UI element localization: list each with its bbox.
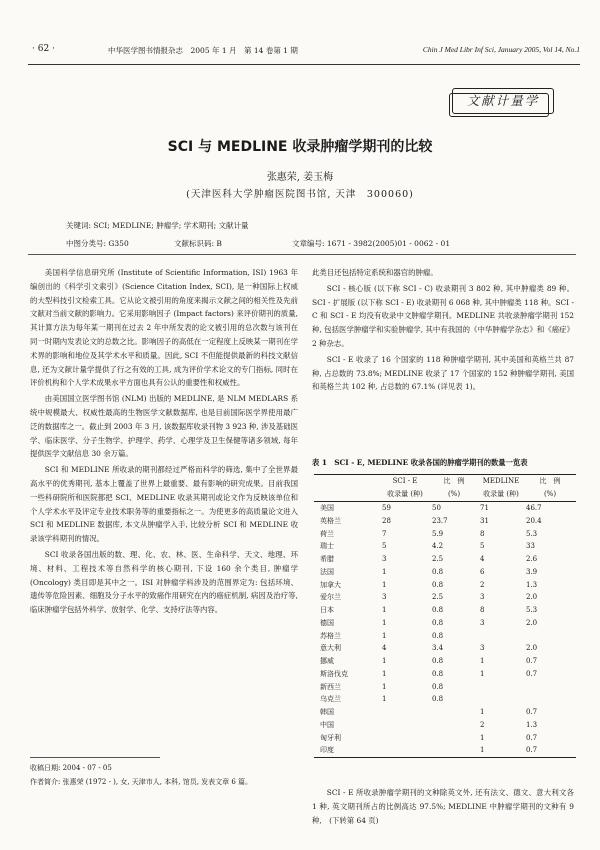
table-row	[314, 540, 576, 553]
table-row	[314, 681, 576, 694]
table-row	[314, 604, 576, 617]
table-cell	[430, 706, 478, 719]
paragraph: 此类目还包括特定系统和器官的肿瘤。	[312, 268, 438, 277]
table-header: 比 例	[430, 475, 478, 489]
table-cell: 挪威	[320, 657, 334, 665]
table-cell: 0.8	[432, 631, 444, 640]
table-cell: 5.3	[526, 606, 538, 614]
table-caption: 表 1 SCI - E, MEDLINE 收录各国的肿瘤学期刊的数量一览表	[312, 458, 528, 467]
table-cell: 2.5	[432, 555, 444, 563]
table-cell: 0.7	[526, 733, 538, 742]
table-cell: 苏格兰	[320, 631, 341, 640]
table-cell: 匈牙利	[320, 733, 341, 742]
table-cell: 3	[480, 618, 485, 627]
table-cell	[380, 732, 430, 745]
table-row	[314, 668, 576, 681]
page-number: · 62 ·	[32, 44, 55, 54]
keywords: 关键词: SCI; MEDLINE; 肿瘤学; 学术期刊; 文献计量	[66, 221, 249, 230]
table-cell: 2.0	[526, 593, 538, 602]
table-row	[314, 642, 576, 655]
table-row	[314, 502, 576, 515]
table-cell: 1	[382, 695, 387, 704]
table-cell: 1	[382, 631, 387, 640]
footnote-divider	[30, 757, 160, 758]
table-cell: 英格兰	[320, 516, 341, 525]
table-cell: 0.8	[432, 618, 444, 627]
table-cell: 4.2	[432, 542, 444, 551]
table-cell: 1	[480, 708, 485, 716]
table-cell: 2	[480, 720, 485, 729]
table-cell: 1	[382, 580, 387, 589]
table-cell: 5.3	[526, 529, 538, 538]
table-cell	[380, 719, 430, 732]
table-cell: 荷兰	[320, 529, 334, 538]
table-row	[314, 655, 576, 668]
table-cell: 1	[480, 669, 485, 678]
table-row	[314, 706, 576, 719]
table-header: MEDLINE	[478, 475, 524, 489]
table-header: (%)	[430, 488, 478, 502]
table-cell: 1	[382, 669, 387, 678]
table-cell: 1.3	[526, 580, 538, 589]
table-cell: 加拿大	[320, 580, 341, 589]
table-cell: 法国	[320, 567, 334, 576]
right-column	[312, 266, 574, 396]
table-header: 比 例	[524, 475, 576, 489]
table-cell: 50	[432, 504, 441, 512]
table-cell: 7	[382, 529, 387, 538]
table-row	[314, 553, 576, 566]
table-row	[314, 528, 576, 541]
table-cell: 5	[480, 542, 485, 551]
footnote-author: 作者简介: 张惠荣 (1972 - ), 女, 天津市人, 本科, 馆员, 发表文章 6 篇。	[30, 778, 253, 786]
paragraph: SCI - 核心版 (以下称 SCI - C) 收录期刊 3 802 种, 其中肿瘤类 89 种。SCI - 扩展版 (以下称 SCI - E) 收录期刊 6 068 种, 其中肿瘤类 118 种。SCI - C 和 SCI - E 均没有收录中文肿瘤学期刊。MEDLINE 共收录肿瘤学期刊 152 种, 包括医学肿瘤学和实验肿瘤学, 其中有我国的《中华肿瘤学杂志》和《癌症》2 种杂志。	[312, 283, 574, 348]
article-number: 文章编号: 1671 - 3982(2005)01 - 0062 - 01	[292, 239, 451, 248]
table-cell: 33	[526, 542, 535, 551]
table-row	[314, 744, 576, 757]
journal-count-table	[314, 474, 576, 758]
journal-name-cn: 中华医学图书情报杂志 2005 年 1 月 第 14 卷第 1 期	[108, 46, 298, 55]
table-cell: 爱尔兰	[320, 593, 341, 602]
table-cell: 0.7	[526, 657, 538, 665]
table-cell: 1	[480, 733, 485, 742]
table-cell: 3	[480, 644, 485, 653]
table-cell: 0.8	[432, 580, 444, 589]
table-cell	[430, 744, 478, 757]
table-cell: 4	[480, 555, 485, 563]
table-cell: 2.0	[526, 644, 538, 653]
table-row	[314, 732, 576, 745]
clc-number: 中图分类号: G350	[66, 239, 129, 248]
table-row	[314, 591, 576, 604]
table-cell: 5.9	[432, 529, 444, 538]
table-cell: 3.4	[432, 644, 444, 653]
table-row	[314, 693, 576, 706]
table-cell: 28	[382, 516, 391, 525]
table-header: 收录量 (种)	[478, 488, 524, 502]
table-cell: 斯洛伐克	[320, 669, 348, 678]
table-cell: 中国	[320, 720, 334, 729]
table-cell: 2.6	[526, 555, 538, 563]
table-cell: 2	[480, 580, 485, 589]
table-cell: 1	[382, 606, 387, 614]
table-cell: 德国	[320, 618, 334, 627]
table-cell: 意大利	[320, 644, 341, 653]
running-header	[28, 40, 580, 65]
table-cell: 23.7	[432, 516, 448, 525]
table-cell: 1.3	[526, 720, 538, 729]
table-cell: 2.0	[526, 618, 538, 627]
table-header: 收录量 (种)	[380, 488, 430, 502]
table-row	[314, 617, 576, 630]
table-cell: 1	[382, 657, 387, 665]
table-row	[314, 579, 576, 592]
table-cell: 1	[382, 618, 387, 627]
paragraph: SCI 收录各国出版的数、理、化、农、林、医、生命科学、天文、地理、环境、材料、工程技术等自然科学的核心期刊, 下设 160 余个类目, 肿瘤学 (Oncology) 类目即是其中之一。ISI 对肿瘤学科涉及的范围界定为: 包括环境、遗传等危险因素、细胞及分子水平的致癌作用研究在内的癌症机制, 病因及治疗等, 临床肿瘤学包括外科学、放射学、化学、支持疗法等内容。	[30, 549, 298, 615]
table-header: SCI - E	[380, 475, 430, 489]
table-header	[314, 475, 380, 489]
paragraph: SCI - E 收录了 16 个国家的 118 种肿瘤学期刊, 其中美国和英格兰共 87 种, 占总数的 73.8%; MEDLINE 收录了 17 个国家的 152 种肿瘤学期刊, 美国和英格兰共 102 种, 占总数的 67.1% (详见表 1)。	[312, 354, 574, 392]
table-cell: 1	[480, 657, 485, 665]
table-cell: 韩国	[320, 708, 334, 716]
table-cell: 4	[382, 644, 387, 653]
table-cell	[380, 706, 430, 719]
table-cell	[430, 719, 478, 732]
affiliation: (天津医科大学肿瘤医院图书馆, 天津 300060)	[186, 189, 414, 200]
table-header	[314, 488, 380, 502]
divider	[28, 254, 576, 255]
table-cell: 0.8	[432, 669, 444, 678]
table-cell: 8	[480, 606, 485, 614]
left-column	[30, 266, 298, 619]
article-title: SCI 与 MEDLINE 收录肿瘤学期刊的比较	[167, 139, 433, 155]
table-cell: 8	[480, 529, 485, 538]
table-cell: 59	[382, 504, 391, 512]
section-stamp: 文献计量学	[452, 88, 554, 114]
table-cell: 1	[382, 567, 387, 576]
table-cell	[430, 732, 478, 745]
table-cell: 5	[382, 542, 387, 551]
authors: 张惠荣, 姜玉梅	[266, 172, 334, 183]
paragraph: 由美国国立医学图书馆 (NLM) 出版的 MEDLINE, 是 NLM MEDLARS 系统中规模最大、权威性最高的生物医学文献数据库, 也是目前国际医学界使用最广泛的数据库之一。截止到 2003 年 3 月, 该数据库收录刊物 3 923 种, 涉及基础医学、临床医学、分子生物学、护理学、药学、心理学及卫生保健等诸多领域, 每年提供医学文献信息 30 余万篇。	[30, 394, 298, 459]
table-cell: 0.8	[432, 695, 444, 704]
table-cell: 0.8	[432, 657, 444, 665]
table-cell: 6	[480, 567, 485, 576]
table-row	[314, 630, 576, 643]
paragraph: SCI - E 所收录肿瘤学期刊的文种除英文外, 还有法文、德文、意大利文各 1 种, 英文期刊所占的比例高达 97.5%; MEDLINE 中肿瘤学期刊的文种有 9 种, (下转第 64 页)	[312, 788, 574, 825]
table-cell: 0.7	[524, 744, 576, 757]
table-cell: 0.7	[526, 669, 538, 678]
table-cell: 新西兰	[320, 682, 341, 691]
table-cell: 20.4	[526, 516, 542, 525]
table-cell	[524, 693, 576, 706]
table-cell: 0.8	[432, 606, 444, 614]
table-cell: 美国	[320, 504, 334, 512]
table-cell: 0.8	[432, 567, 444, 576]
table-cell: 2.5	[432, 593, 444, 602]
table-cell: 0.8	[432, 682, 444, 691]
document-code: 文献标识码: B	[174, 239, 222, 248]
table-cell	[478, 681, 524, 694]
table-cell	[478, 630, 524, 643]
footnote-received: 收稿日期: 2004 - 07 - 05	[30, 764, 112, 772]
table-cell: 46.7	[526, 504, 542, 512]
continued-paragraph	[312, 786, 574, 828]
table-cell: 希腊	[320, 555, 334, 563]
table-cell: 瑞士	[320, 542, 334, 551]
paragraph: SCI 和 MEDLINE 所收录的期刊都经过严格而科学的筛选, 集中了全世界最高水平的优秀期刊, 基本上覆盖了世界上最重要、最有影响的研究成果。目前我国一些科研院所和医院都把 SCI、MEDLINE 收录其期刊或论文作为反映该单位和个人学术水平及评定专业技术职务等的重要指标之一。为使更多的高质量论文进入 SCI 和 MEDLINE 数据库, 本文从肿瘤学入手, 比较分析 SCI 和 MEDLINE 收录该学科期刊的情况。	[30, 465, 298, 544]
table-cell	[524, 630, 576, 643]
table-cell	[380, 744, 430, 757]
table-cell: 0.7	[526, 708, 538, 716]
table-cell: 3.9	[526, 567, 538, 576]
table-cell: 日本	[320, 606, 334, 614]
table-cell: 印度	[314, 744, 380, 757]
journal-name-en: Chin J Med Libr Inf Sci, January 2005, Vol 14, No.1	[422, 45, 580, 54]
table-cell	[524, 681, 576, 694]
table-cell	[478, 693, 524, 706]
table-row	[314, 515, 576, 528]
table-header: (%)	[524, 488, 576, 502]
table-cell: 31	[480, 516, 489, 525]
table-cell: 71	[480, 504, 489, 512]
table-row	[314, 566, 576, 579]
table-row	[314, 719, 576, 732]
table-cell: 3	[480, 593, 485, 602]
paragraph: 美国科学信息研究所 (Institute of Scientific Information, ISI) 1963 年编创出的《科学引文索引》(Science Citation Index, SCI), 是一种国际上权威的大型科技引文检索工具。它从论文被引用的角度来揭示文献之间的相关性及先前文献对当前文献的影响力。它采用影响因子 (Impact factors) 来评价期刊的质量, 其计算方法为每年某一期刊在过去 2 年中所发表的论文被引用的总次数与该刊在同一时期内发表论文的总数之比。影响因子的高低在一定程度上反映某一期刊在学术界的影响和地位及其学术水平和质量。因此, SCI 不但能提供最新的科技文献信息, 还为文献计量学提供了行之有效的工具, 成为评价学术论文的专门指标, 同时在评价机构和个人学术成果水平方面也具有公认的重要性和权威性。	[30, 268, 298, 388]
table-cell: 3	[382, 593, 387, 602]
table-cell: 1	[478, 744, 524, 757]
table-cell: 1	[382, 682, 387, 691]
table-cell: 3	[382, 555, 387, 563]
table-cell: 乌克兰	[320, 695, 341, 704]
